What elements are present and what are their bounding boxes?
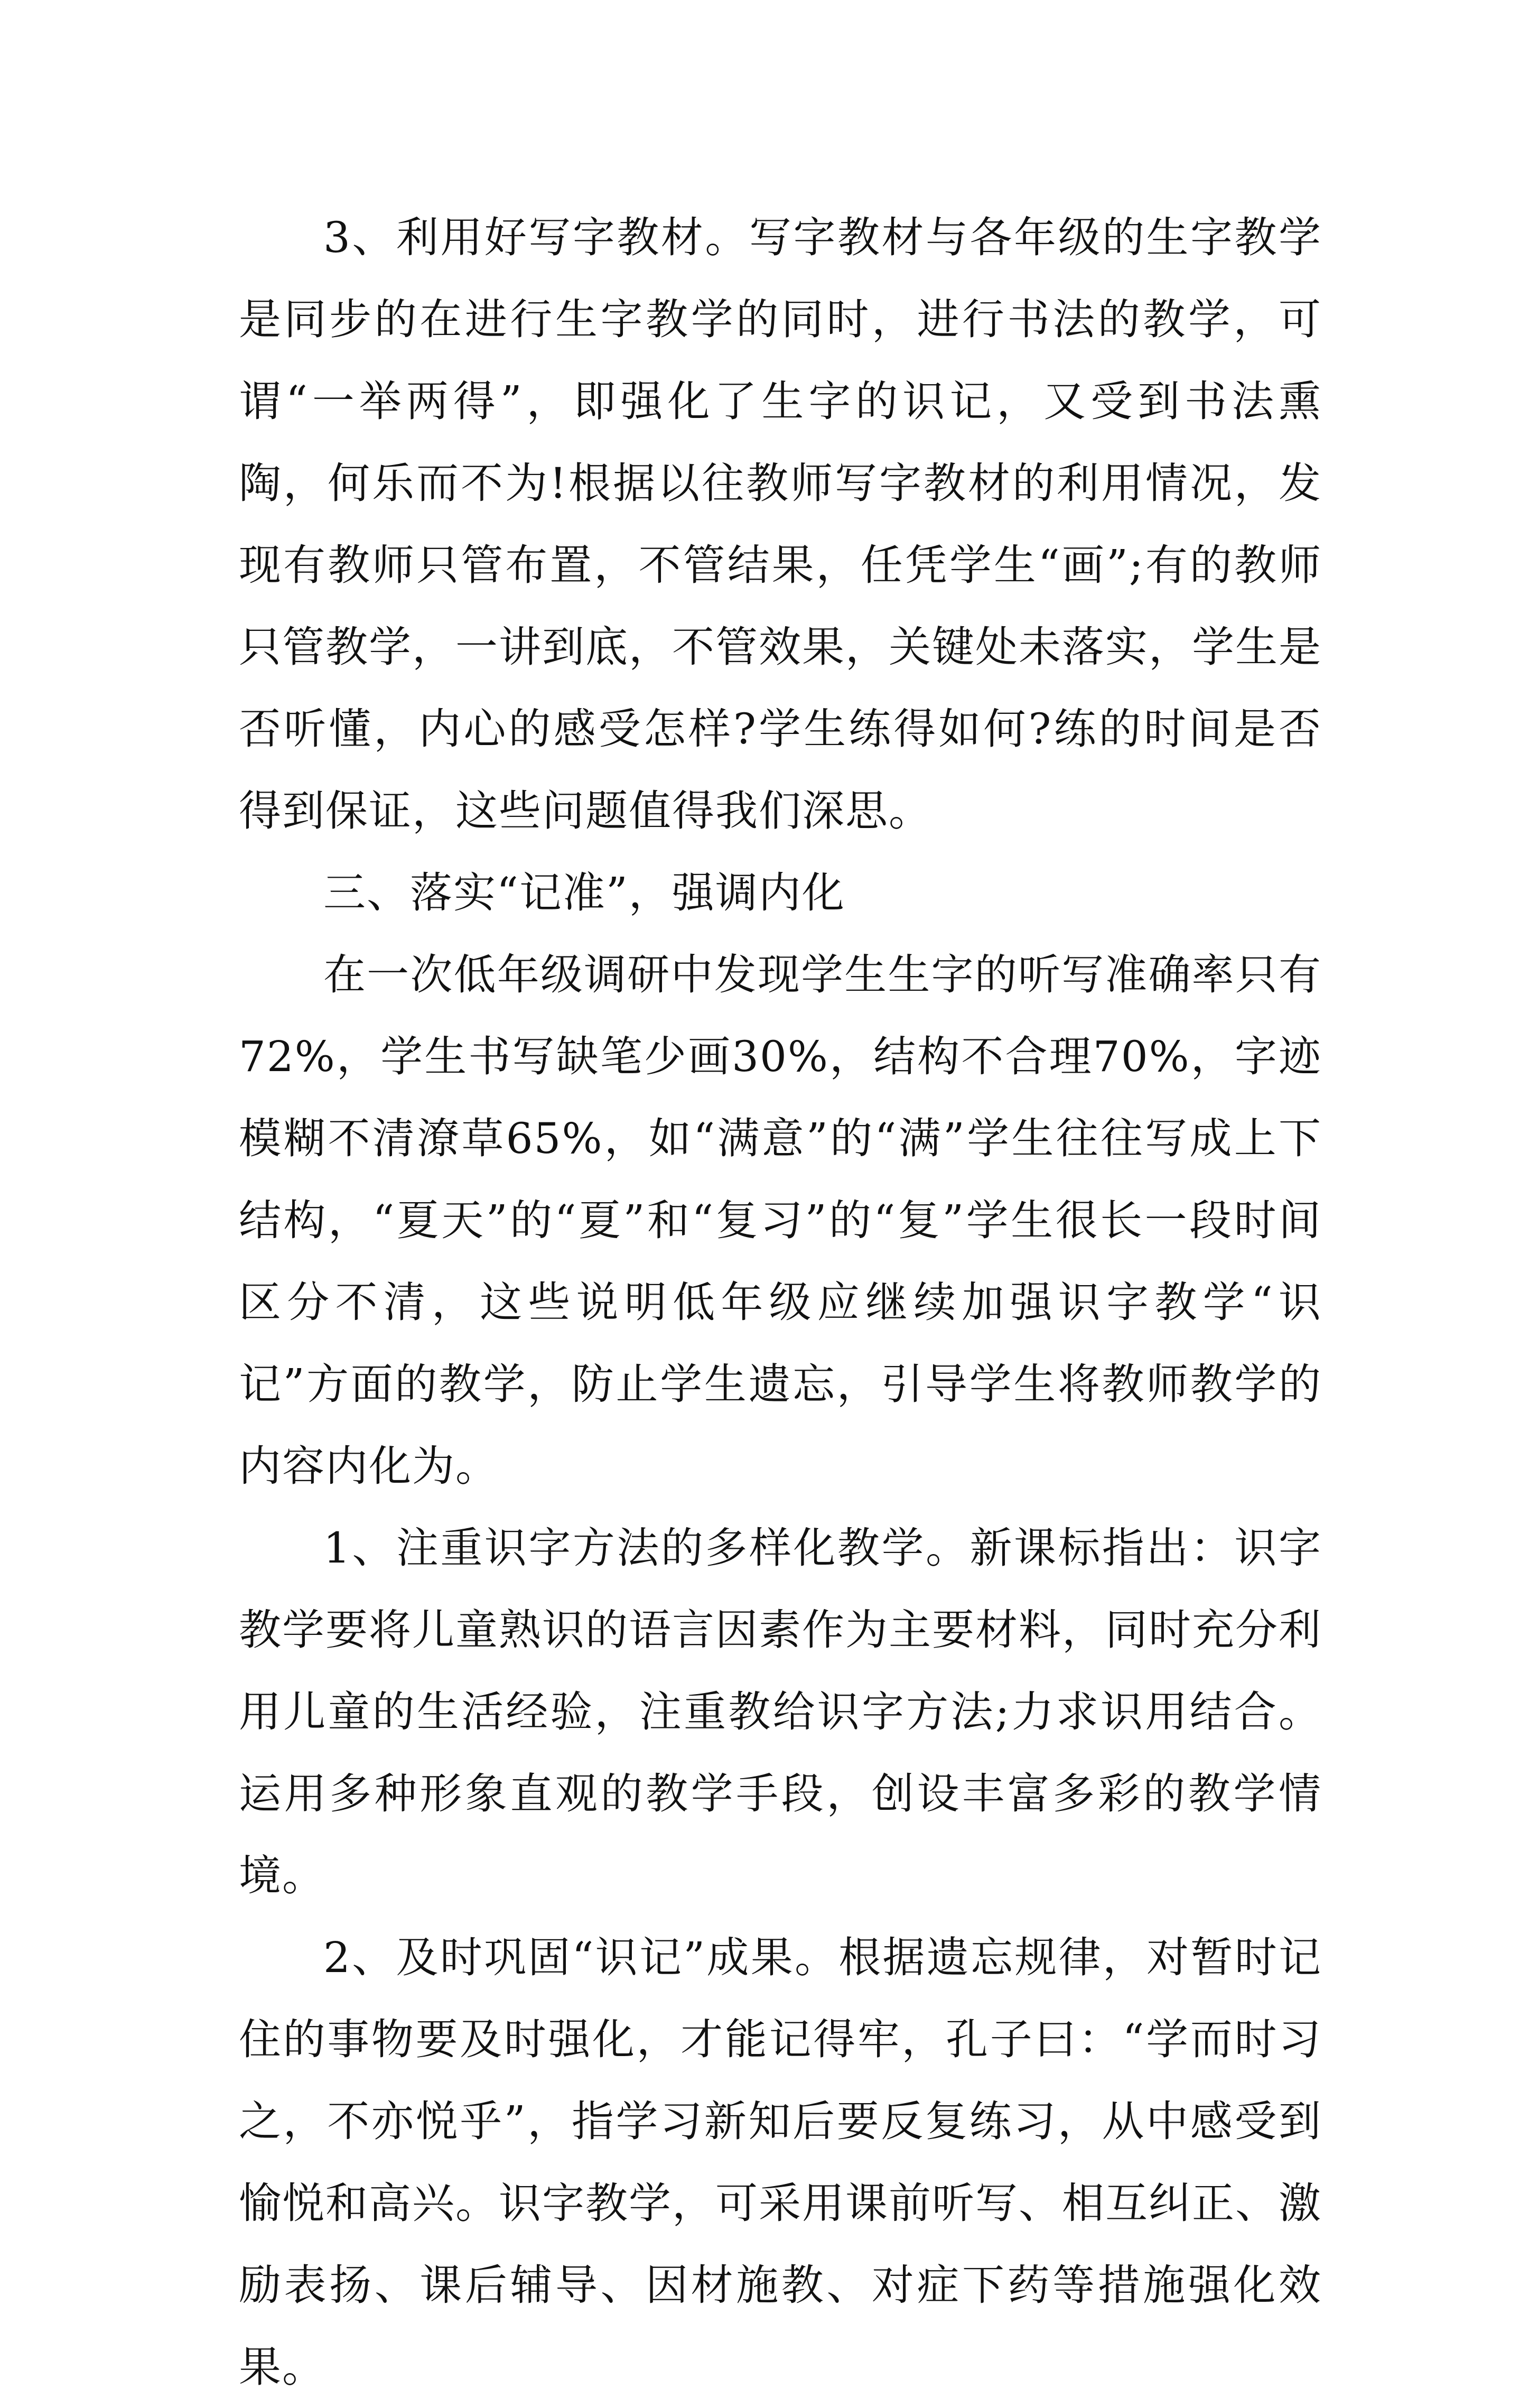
paragraph-survey-findings: 在一次低年级调研中发现学生生字的听写准确率只有72%，学生书写缺笔少画30%，结构不合理70%，字迹模糊不清潦草65%，如“满意”的“满”学生往往写成上下结构，“夏天”的“夏”和“复习”的“复”学生很长一段时间区分不清，这些说明低年级应继续加强识字教学“识记”方面的教学，防止学生遗忘，引导学生将教师教学的内容内化为。 bbox=[239, 950, 1322, 1491]
paragraph-diverse-methods: 1、注重识字方法的多样化教学。新课标指出：识字教学要将儿童熟识的语言因素作为主要材料，同时充分利用儿童的生活经验，注重教给识字方法;力求识用结合。运用多种形象直观的教学手段，创设丰富多彩的教学情境。 bbox=[239, 1523, 1322, 1900]
paragraph-consolidate-results: 2、及时巩固“识记”成果。根据遗忘规律，对暂时记住的事物要及时强化，才能记得牢，孔子曰：“学而时习之，不亦悦乎”，指学习新知后要反复练习，从中感受到愉悦和高兴。识字教学，可采用课前听写、相互纠正、激励表扬、课后辅导、因材施教、对症下药等措施强化效果。 bbox=[239, 1933, 1322, 2392]
document-body bbox=[239, 197, 1322, 2408]
section-heading-memorize-accurately: 三、落实“记准”，强调内化 bbox=[323, 868, 845, 917]
paragraph-writing-textbook: 3、利用好写字教材。写字教材与各年级的生字教学是同步的在进行生字教学的同时，进行书法的教学，可谓“一举两得”，即强化了生字的识记，又受到书法熏陶，何乐而不为!根据以往教师写字教材的利用情况，发现有教师只管布置，不管结果，任凭学生“画”;有的教师只管教学，一讲到底，不管效果，关键处未落实，学生是否听懂，内心的感受怎样?学生练得如何?练的时间是否得到保证，这些问题值得我们深思。 bbox=[239, 213, 1322, 835]
